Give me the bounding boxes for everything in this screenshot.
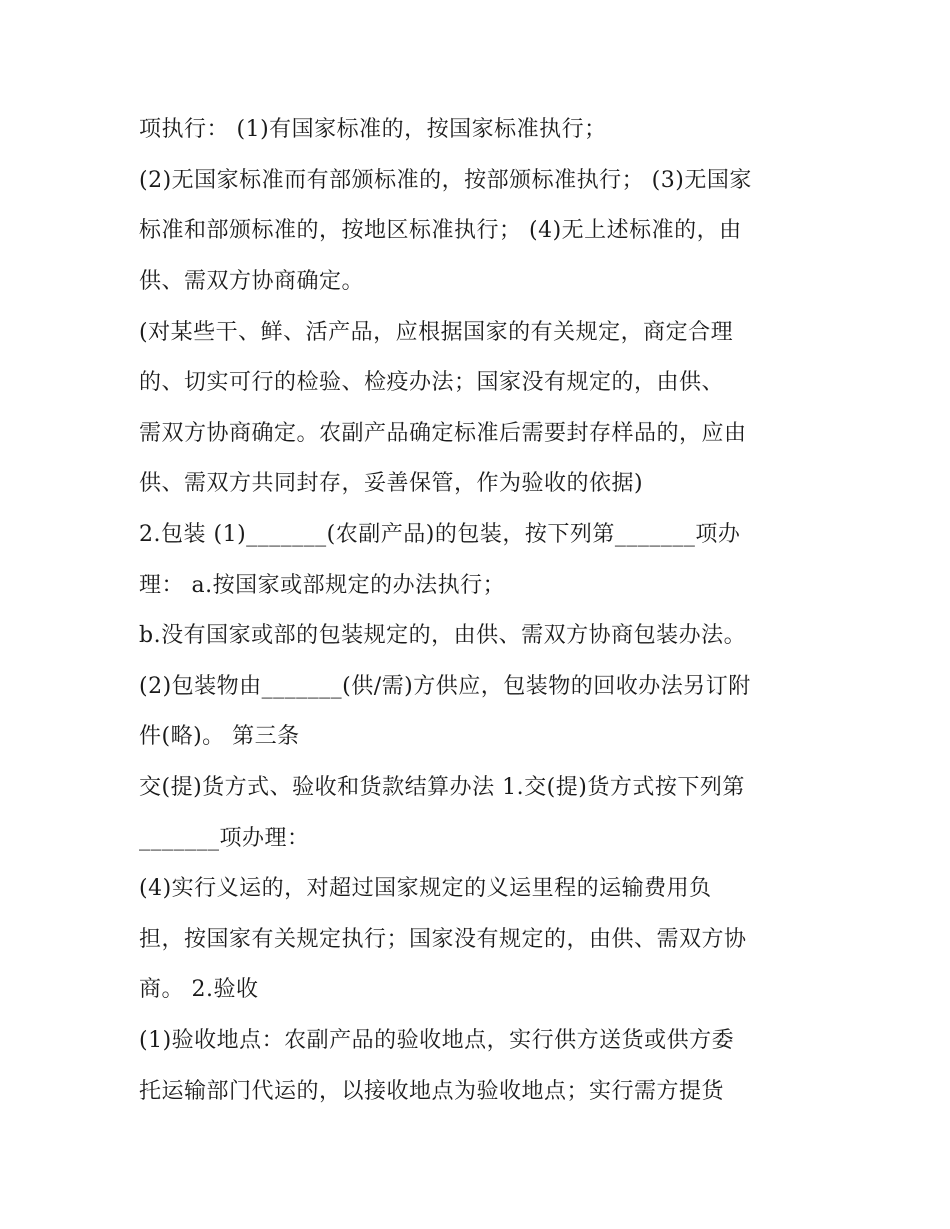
text-line: _______项办理： xyxy=(139,826,310,851)
text-line: 商。 2.验收 xyxy=(139,977,259,1002)
text-line: 需双方协商确定。农副产品确定标准后需要封存样品的，应由 xyxy=(139,421,747,446)
text-line: 供、需双方协商确定。 xyxy=(139,269,365,294)
text-line: (4)实行义运的，对超过国家规定的义运里程的运输费用负 xyxy=(139,876,712,901)
text-line: (对某些干、鲜、活产品，应根据国家的有关规定，商定合理 xyxy=(139,320,734,345)
text-line: 供、需双方共同封存，妥善保管，作为验收的依据) xyxy=(139,471,644,496)
text-line: 2.包装 (1)_______(农副产品)的包装，按下列第_______项办 xyxy=(139,522,741,547)
text-line: (2)包装物由_______(供/需)方供应，包装物的回收办法另订附 xyxy=(139,674,751,699)
text-line: 交(提)货方式、验收和货款结算办法 1.交(提)货方式按下列第 xyxy=(139,775,745,800)
text-line: b.没有国家或部的包装规定的，由供、需双方协商包装办法。 xyxy=(139,623,747,648)
text-line: (1)验收地点：农副产品的验收地点，实行供方送货或供方委 xyxy=(139,1028,735,1053)
text-line: 托运输部门代运的，以接收地点为验收地点；实行需方提货 xyxy=(139,1079,725,1104)
text-line: 担，按国家有关规定执行；国家没有规定的，由供、需双方协 xyxy=(139,927,747,952)
text-line: 标准和部颁标准的，按地区标准执行； (4)无上述标准的，由 xyxy=(139,218,742,243)
text-line: 项执行： (1)有国家标准的，按国家标准执行； xyxy=(139,117,607,142)
text-line: (2)无国家标准而有部颁标准的，按部颁标准执行； (3)无国家 xyxy=(139,168,752,193)
text-line: 的、切实可行的检验、检疫办法；国家没有规定的，由供、 xyxy=(139,370,725,395)
text-line: 件(略)。 第三条 xyxy=(139,724,300,749)
text-line: 理： a.按国家或部规定的办法执行； xyxy=(139,573,506,598)
